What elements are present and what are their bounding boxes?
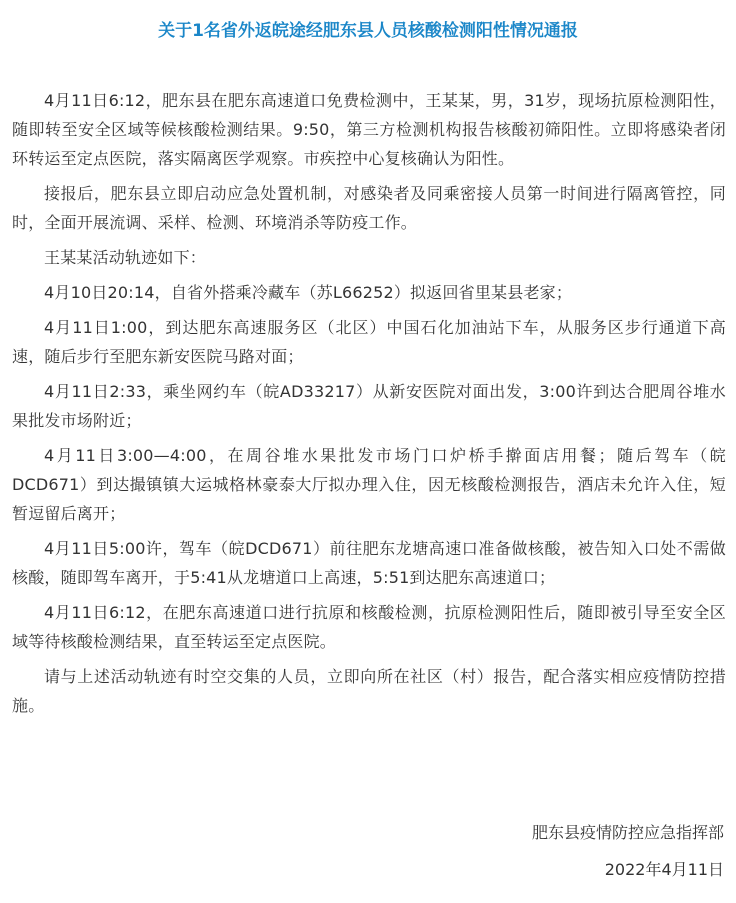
signature-organization: 肥东县疫情防控应急指挥部	[531, 823, 724, 842]
trajectory-item: 4月11日5:00许，驾车（皖DCD671）前往肥东龙塘高速口准备做核酸，被告知入口处不需做核酸，随即驾车离开，于5:41从龙塘道口上高速，5:51到达肥东高速道口；	[12, 539, 726, 587]
trajectory-item: 4月11日1:00，到达肥东高速服务区（北区）中国石化加油站下车，从服务区步行通道下高速，随后步行至肥东新安医院马路对面；	[12, 318, 726, 366]
notice-title: 关于1名省外返皖途经肥东县人员核酸检测阳性情况通报	[158, 21, 578, 41]
trajectory-item: 4月11日2:33，乘坐网约车（皖AD33217）从新安医院对面出发，3:00许到达合肥周谷堆水果批发市场附近；	[12, 382, 726, 430]
trajectory-item: 4月10日20:14，自省外搭乘冷藏车（苏L66252）拟返回省里某县老家；	[44, 283, 573, 302]
signature-block	[532, 818, 724, 892]
notice-body	[12, 86, 726, 726]
paragraph-trajectory-heading: 王某某活动轨迹如下：	[44, 248, 207, 267]
paragraph-response: 接报后，肥东县立即启动应急处置机制，对感染者及同乘密接人员第一时间进行隔离管控，同时，全面开展流调、采样、检测、环境消杀等防疫工作。	[12, 184, 726, 232]
trajectory-item: 4月11日6:12，在肥东高速道口进行抗原和核酸检测，抗原检测阳性后，随即被引导至安全区域等待核酸检测结果，直至转运至定点医院。	[12, 603, 726, 651]
paragraph-case-report: 4月11日6:12，肥东县在肥东高速道口免费检测中，王某某，男，31岁，现场抗原检测阳性，随即转至安全区域等候核酸检测结果。9:50，第三方检测机构报告核酸初筛阳性。立即将感染者闭环转运至定点医院，落实隔离医学观察。市疾控中心复核确认为阳性。	[12, 91, 726, 168]
signature-date: 2022年4月11日	[604, 860, 724, 879]
paragraph-appeal: 请与上述活动轨迹有时空交集的人员，立即向所在社区（村）报告，配合落实相应疫情防控措施。	[12, 667, 726, 715]
trajectory-item: 4月11日3:00—4:00，在周谷堆水果批发市场门口炉桥手擀面店用餐；随后驾车（皖DCD671）到达撮镇镇大运城格林豪泰大厅拟办理入住，因无核酸检测报告，酒店未允许入住，短暂逗留后离开；	[12, 446, 726, 523]
